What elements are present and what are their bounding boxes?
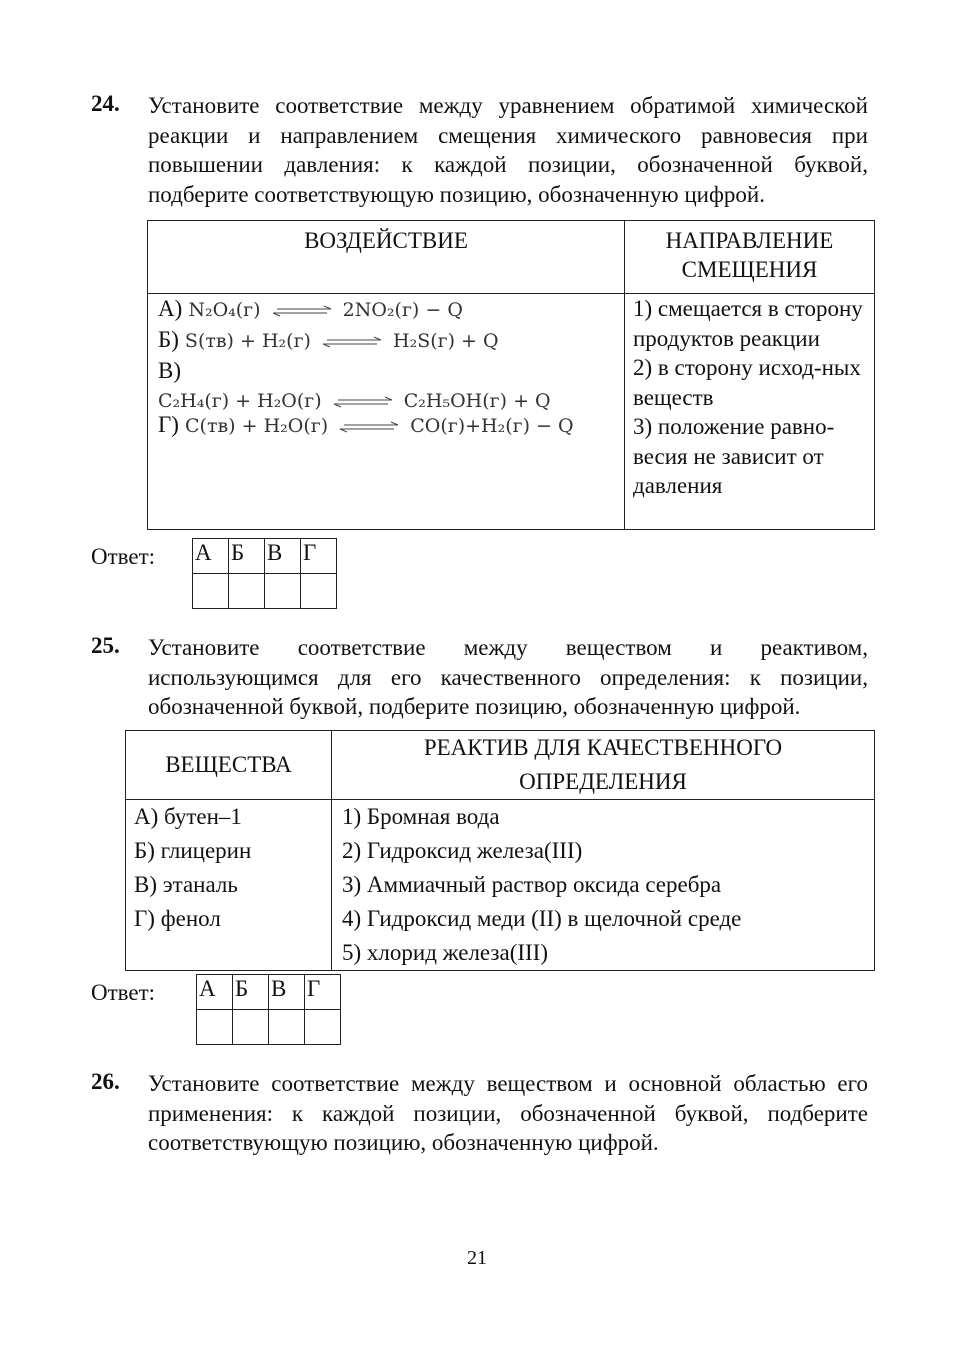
- question-number: 24.: [91, 91, 120, 116]
- answer-label-25: Ответ:: [91, 980, 156, 1005]
- answer-cell-a[interactable]: [197, 1010, 233, 1045]
- reaction-a: А) N₂O₄(г) 2NO₂(г) − Q: [158, 296, 463, 321]
- answer-cell-g[interactable]: [305, 1010, 341, 1045]
- answer-header-g: Г: [305, 975, 341, 1010]
- answer-cell-g[interactable]: [301, 574, 337, 609]
- answer-header-a: А: [193, 539, 229, 574]
- answer-cell-v[interactable]: [269, 1010, 305, 1045]
- column-header-substances: ВЕЩЕСТВА: [126, 731, 332, 800]
- reactions-cell: [148, 294, 625, 530]
- question-text: Установите соответствие между веществом и реактивом, использующимся для его качественного определения: к позиции, обозначенной буквой, подберите позицию, обозначенную цифрой.: [148, 635, 868, 719]
- reagent-5: 5) хлорид железа(III): [342, 940, 549, 965]
- matching-table-24: [147, 220, 875, 530]
- substances-cell: [126, 800, 332, 971]
- answer-header-g: Г: [301, 539, 337, 574]
- option-1: 1) смещается в сторону продуктов реакции: [633, 296, 863, 351]
- answer-cell-b[interactable]: [233, 1010, 269, 1045]
- substance-b: Б) глицерин: [134, 838, 252, 863]
- equilibrium-arrow-icon: [332, 396, 394, 408]
- substance-a: А) бутен–1: [134, 804, 242, 829]
- matching-table-25: [125, 730, 875, 971]
- answer-header-b: Б: [229, 539, 265, 574]
- page-number: 21: [467, 1247, 487, 1269]
- answer-header-a: А: [197, 975, 233, 1010]
- reagent-1: 1) Бромная вода: [342, 804, 500, 829]
- option-3: 3) положение равно-весия не зависит от давления: [633, 414, 835, 498]
- reagent-3: 3) Аммиачный раствор оксида серебра: [342, 872, 722, 897]
- reaction-b: Б) S(тв) + H₂(г) H₂S(г) + Q: [158, 327, 499, 352]
- substance-v: В) этаналь: [134, 872, 238, 897]
- reagent-2: 2) Гидроксид железа(III): [342, 838, 583, 863]
- reagent-4: 4) Гидроксид меди (II) в щелочной среде: [342, 906, 742, 931]
- answer-cell-a[interactable]: [193, 574, 229, 609]
- equilibrium-arrow-icon: [338, 421, 400, 433]
- directions-cell: [625, 294, 875, 530]
- question-number: 25.: [91, 633, 120, 658]
- reagents-cell: [332, 800, 875, 971]
- reaction-v: В) C₂H₄(г) + H₂O(г) C₂H₅OH(г) + Q: [158, 358, 551, 412]
- answer-label-24: Ответ:: [91, 544, 156, 569]
- question-26: [91, 1069, 868, 1158]
- answer-header-v: В: [265, 539, 301, 574]
- column-header-action: ВОЗДЕЙСТВИЕ: [148, 221, 625, 294]
- answer-header-v: В: [269, 975, 305, 1010]
- question-24: [91, 91, 868, 209]
- question-text: Установите соответствие между уравнением обратимой химической реакции и направлением смещения химического равновесия при повышении давления: к каждой позиции, обозначенной буквой, подберите соответствующую позицию, обозначенную цифрой.: [148, 93, 868, 207]
- answer-grid-24: [192, 538, 337, 609]
- answer-cell-v[interactable]: [265, 574, 301, 609]
- answer-grid-25: [196, 974, 341, 1045]
- substance-g: Г) фенол: [134, 906, 221, 931]
- equilibrium-arrow-icon: [271, 305, 333, 317]
- option-2: 2) в сторону исход-ных веществ: [633, 355, 861, 410]
- equilibrium-arrow-icon: [321, 336, 383, 348]
- column-header-reagent: РЕАКТИВ ДЛЯ КАЧЕСТВЕННОГО ОПРЕДЕЛЕНИЯ: [332, 731, 875, 800]
- answer-header-b: Б: [233, 975, 269, 1010]
- question-25: [91, 633, 868, 722]
- question-number: 26.: [91, 1069, 120, 1094]
- column-header-direction: НАПРАВЛЕНИЕ СМЕЩЕНИЯ: [625, 221, 875, 294]
- reaction-g: Г) C(тв) + H₂O(г) CO(г)+H₂(г) − Q: [158, 412, 574, 437]
- question-text: Установите соответствие между веществом и основной областью его применения: к каждой позиции, обозначенной буквой, подберите соответствующую позицию, обозначенную цифрой.: [148, 1071, 868, 1155]
- answer-cell-b[interactable]: [229, 574, 265, 609]
